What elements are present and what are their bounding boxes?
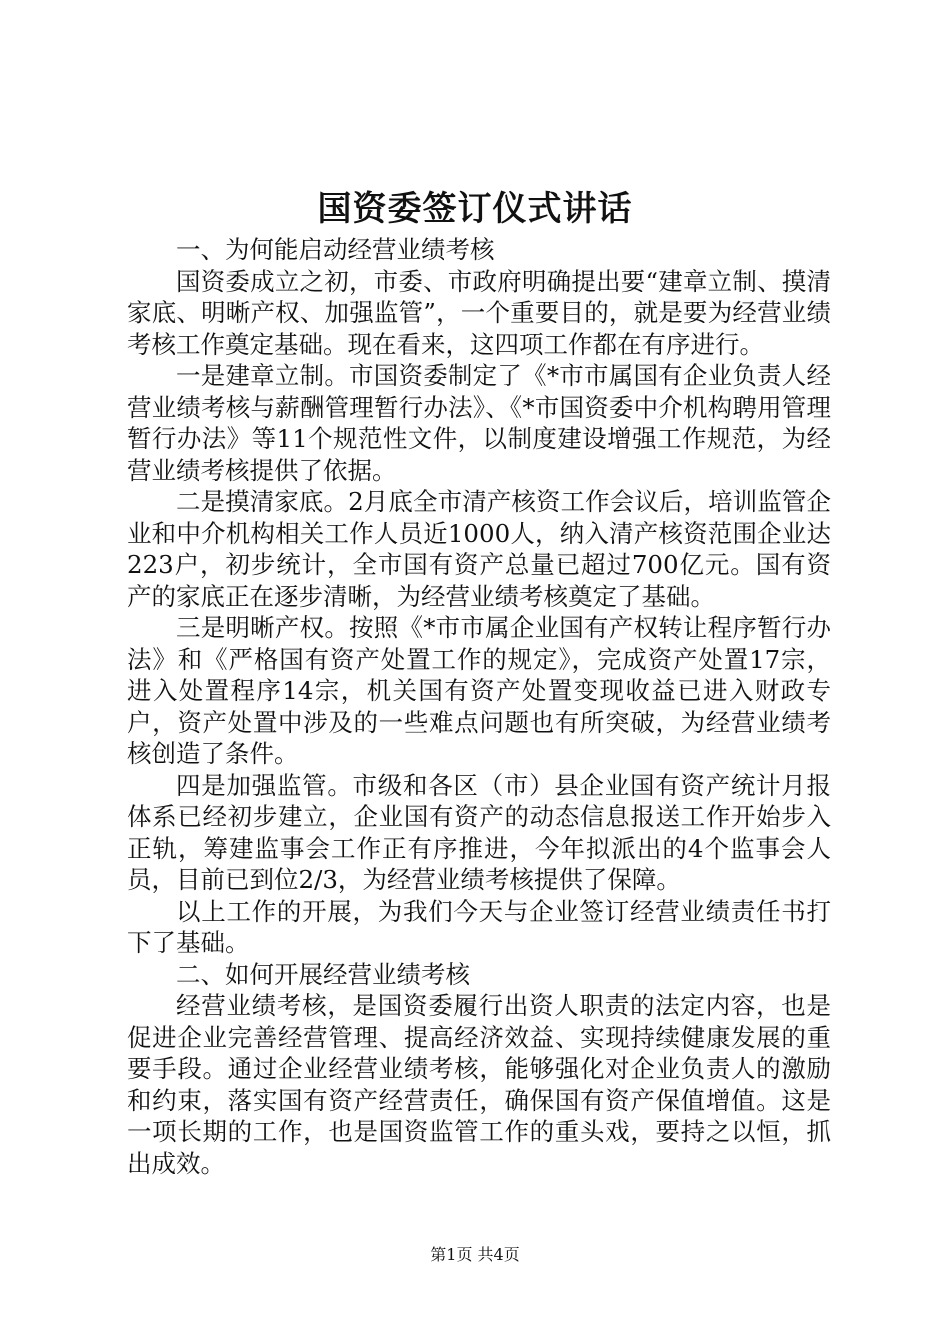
paragraph-intro: 国资委成立之初，市委、市政府明确提出要“建章立制、摸清家底、明晰产权、加强监管”，一个重要目的，就是要为经营业绩考核工作奠定基础。现在看来，这四项工作都在有序进行。 [127,266,831,359]
paragraph-section-2: 经营业绩考核，是国资委履行出资人职责的法定内容，也是促进企业完善经营管理、提高经济效益、实现持续健康发展的重要手段。通过企业经营业绩考核，能够强化对企业负责人的激励和约束，落实国有资产经营责任，确保国有资产保值增值。这是一项长期的工作，也是国资监管工作的重头戏，要持之以恒，抓出成效。 [127,991,831,1178]
document-title: 国资委签订仪式讲话 [317,189,633,229]
paragraph-point-4: 四是加强监管。市级和各区（市）县企业国有资产统计月报体系已经初步建立，企业国有资产的动态信息报送工作开始步入正轨，筹建监事会工作正有序推进，今年拟派出的4个监事会人员，目前已到位2/3，为经营业绩考核提供了保障。 [127,770,831,894]
paragraph-point-2: 二是摸清家底。2月底全市清产核资工作会议后，培训监管企业和中介机构相关工作人员近1000人，纳入清产核资范围企业达223户，初步统计，全市国有资产总量已超过700亿元。国有资产的家底正在逐步清晰，为经营业绩考核奠定了基础。 [127,487,831,611]
page-footer: 第1页 共4页 [430,1245,520,1264]
paragraph-summary: 以上工作的开展，为我们今天与企业签订经营业绩责任书打下了基础。 [127,896,831,957]
paragraph-point-3: 三是明晰产权。按照《*市市属企业国有产权转让程序暂行办法》和《严格国有资产处置工作的规定》，完成资产处置17宗，进入处置程序14宗，机关国有资产处置变现收益已进入财政专户，资产处置中涉及的一些难点问题也有所突破，为经营业绩考核创造了条件。 [127,613,831,768]
section-heading-1: 一、为何能启动经营业绩考核 [176,235,495,264]
paragraph-point-1: 一是建章立制。市国资委制定了《*市市属国有企业负责人经营业绩考核与薪酬管理暂行办法》、《*市国资委中介机构聘用管理暂行办法》等11个规范性文件，以制度建设增强工作规范，为经营业绩考核提供了依据。 [127,361,831,485]
document-body [127,234,831,1179]
section-heading-2: 二、如何开展经营业绩考核 [176,959,470,989]
